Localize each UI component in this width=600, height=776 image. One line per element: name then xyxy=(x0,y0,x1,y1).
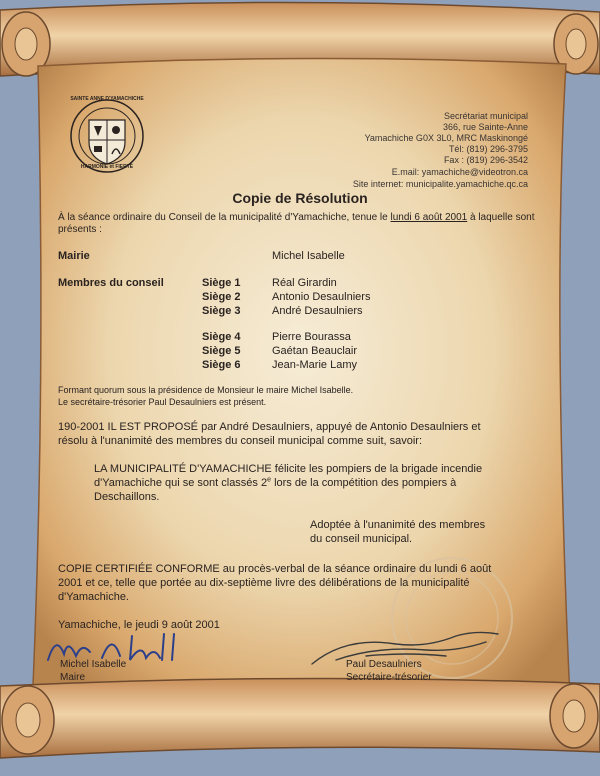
seal-motto: HARMONIE et FIERTÉ xyxy=(80,164,134,170)
mayor-name-signature: Michel Isabelle xyxy=(60,659,127,670)
intro-text-b: à laquelle sont xyxy=(467,212,535,223)
office-line: Secrétariat municipal xyxy=(443,111,528,121)
certified-line: d'Yamachiche. xyxy=(58,591,129,603)
congrats-line: LA MUNICIPALITÉ D'YAMACHICHE félicite les pompiers de la brigade incendie xyxy=(94,463,483,475)
resolution-line: 190-2001 IL EST PROPOSÉ par André Desaulniers, appuyé de Antonio Desaulniers et xyxy=(58,421,481,433)
intro-present: présents : xyxy=(58,224,102,235)
adopted-line: Adoptée à l'unanimité des membres xyxy=(310,519,486,531)
meeting-date: lundi 6 août 2001 xyxy=(390,212,468,223)
mayor-title: Maire xyxy=(60,672,86,683)
office-city: Yamachiche G0X 3L0, MRC Maskinongé xyxy=(364,133,528,143)
seal-top-text: SAINTE ANNE D'YAMACHICHE xyxy=(70,96,144,102)
ordinal-suffix: e xyxy=(267,476,272,484)
adopted-line: du conseil municipal. xyxy=(310,533,413,545)
council-label: Membres du conseil xyxy=(58,277,164,289)
council-member: Jean-Marie Lamy xyxy=(272,359,357,371)
mayor-name: Michel Isabelle xyxy=(272,250,345,262)
council-member: Pierre Bourassa xyxy=(272,331,351,343)
congrats-text: lors de la compétition des pompiers à xyxy=(271,477,457,489)
office-website: Site internet: municipalite.yamachiche.qc.ca xyxy=(352,179,528,189)
council-seat: Siège 2 xyxy=(202,291,241,303)
congrats-line: Deschaillons. xyxy=(94,491,160,503)
council-member: Gaétan Beauclair xyxy=(272,345,357,357)
council-member: Réal Girardin xyxy=(272,277,337,289)
office-address: 366, rue Sainte-Anne xyxy=(442,122,528,132)
council-seat: Siège 3 xyxy=(202,305,241,317)
secretary-present-line: Le secrétaire-trésorier Paul Desaulniers est présent. xyxy=(58,397,267,407)
certified-line: 2001 et ce, telle que portée au dix-septième livre des délibérations de la municipalité xyxy=(58,577,470,589)
council-seat: Siège 6 xyxy=(202,359,241,371)
resolution-line: résolu à l'unanimité des membres du conseil municipal comme suit, savoir: xyxy=(58,435,423,447)
quorum-line: Formant quorum sous la présidence de Monsieur le maire Michel Isabelle. xyxy=(58,385,354,395)
council-member: André Desaulniers xyxy=(272,305,363,317)
council-member: Antonio Desaulniers xyxy=(272,291,371,303)
office-fax: Fax : (819) 296-3542 xyxy=(443,155,528,165)
intro-text-a: À la séance ordinaire du Conseil de la municipalité d'Yamachiche, tenue le xyxy=(58,212,391,223)
secretary-name: Paul Desaulniers xyxy=(346,659,422,670)
office-email: E.mail: yamachiche@videotron.ca xyxy=(391,167,528,177)
office-phone: Tél: (819) 296-3795 xyxy=(448,144,528,154)
intro-line xyxy=(58,211,538,224)
council-seat: Siège 5 xyxy=(202,345,241,357)
congrats-text: d'Yamachiche qui se sont classés 2 xyxy=(94,477,268,489)
council-seat: Siège 4 xyxy=(202,331,241,343)
congrats-line xyxy=(94,476,456,490)
council-seat: Siège 1 xyxy=(202,277,241,289)
place-date: Yamachiche, le jeudi 9 août 2001 xyxy=(58,619,220,631)
secretary-title: Secrétaire-trésorier xyxy=(346,672,432,683)
mayor-label: Mairie xyxy=(58,250,90,262)
certified-line: COPIE CERTIFIÉE CONFORME au procès-verbal de la séance ordinaire du lundi 6 août xyxy=(58,563,492,575)
document-title: Copie de Résolution xyxy=(232,190,368,206)
